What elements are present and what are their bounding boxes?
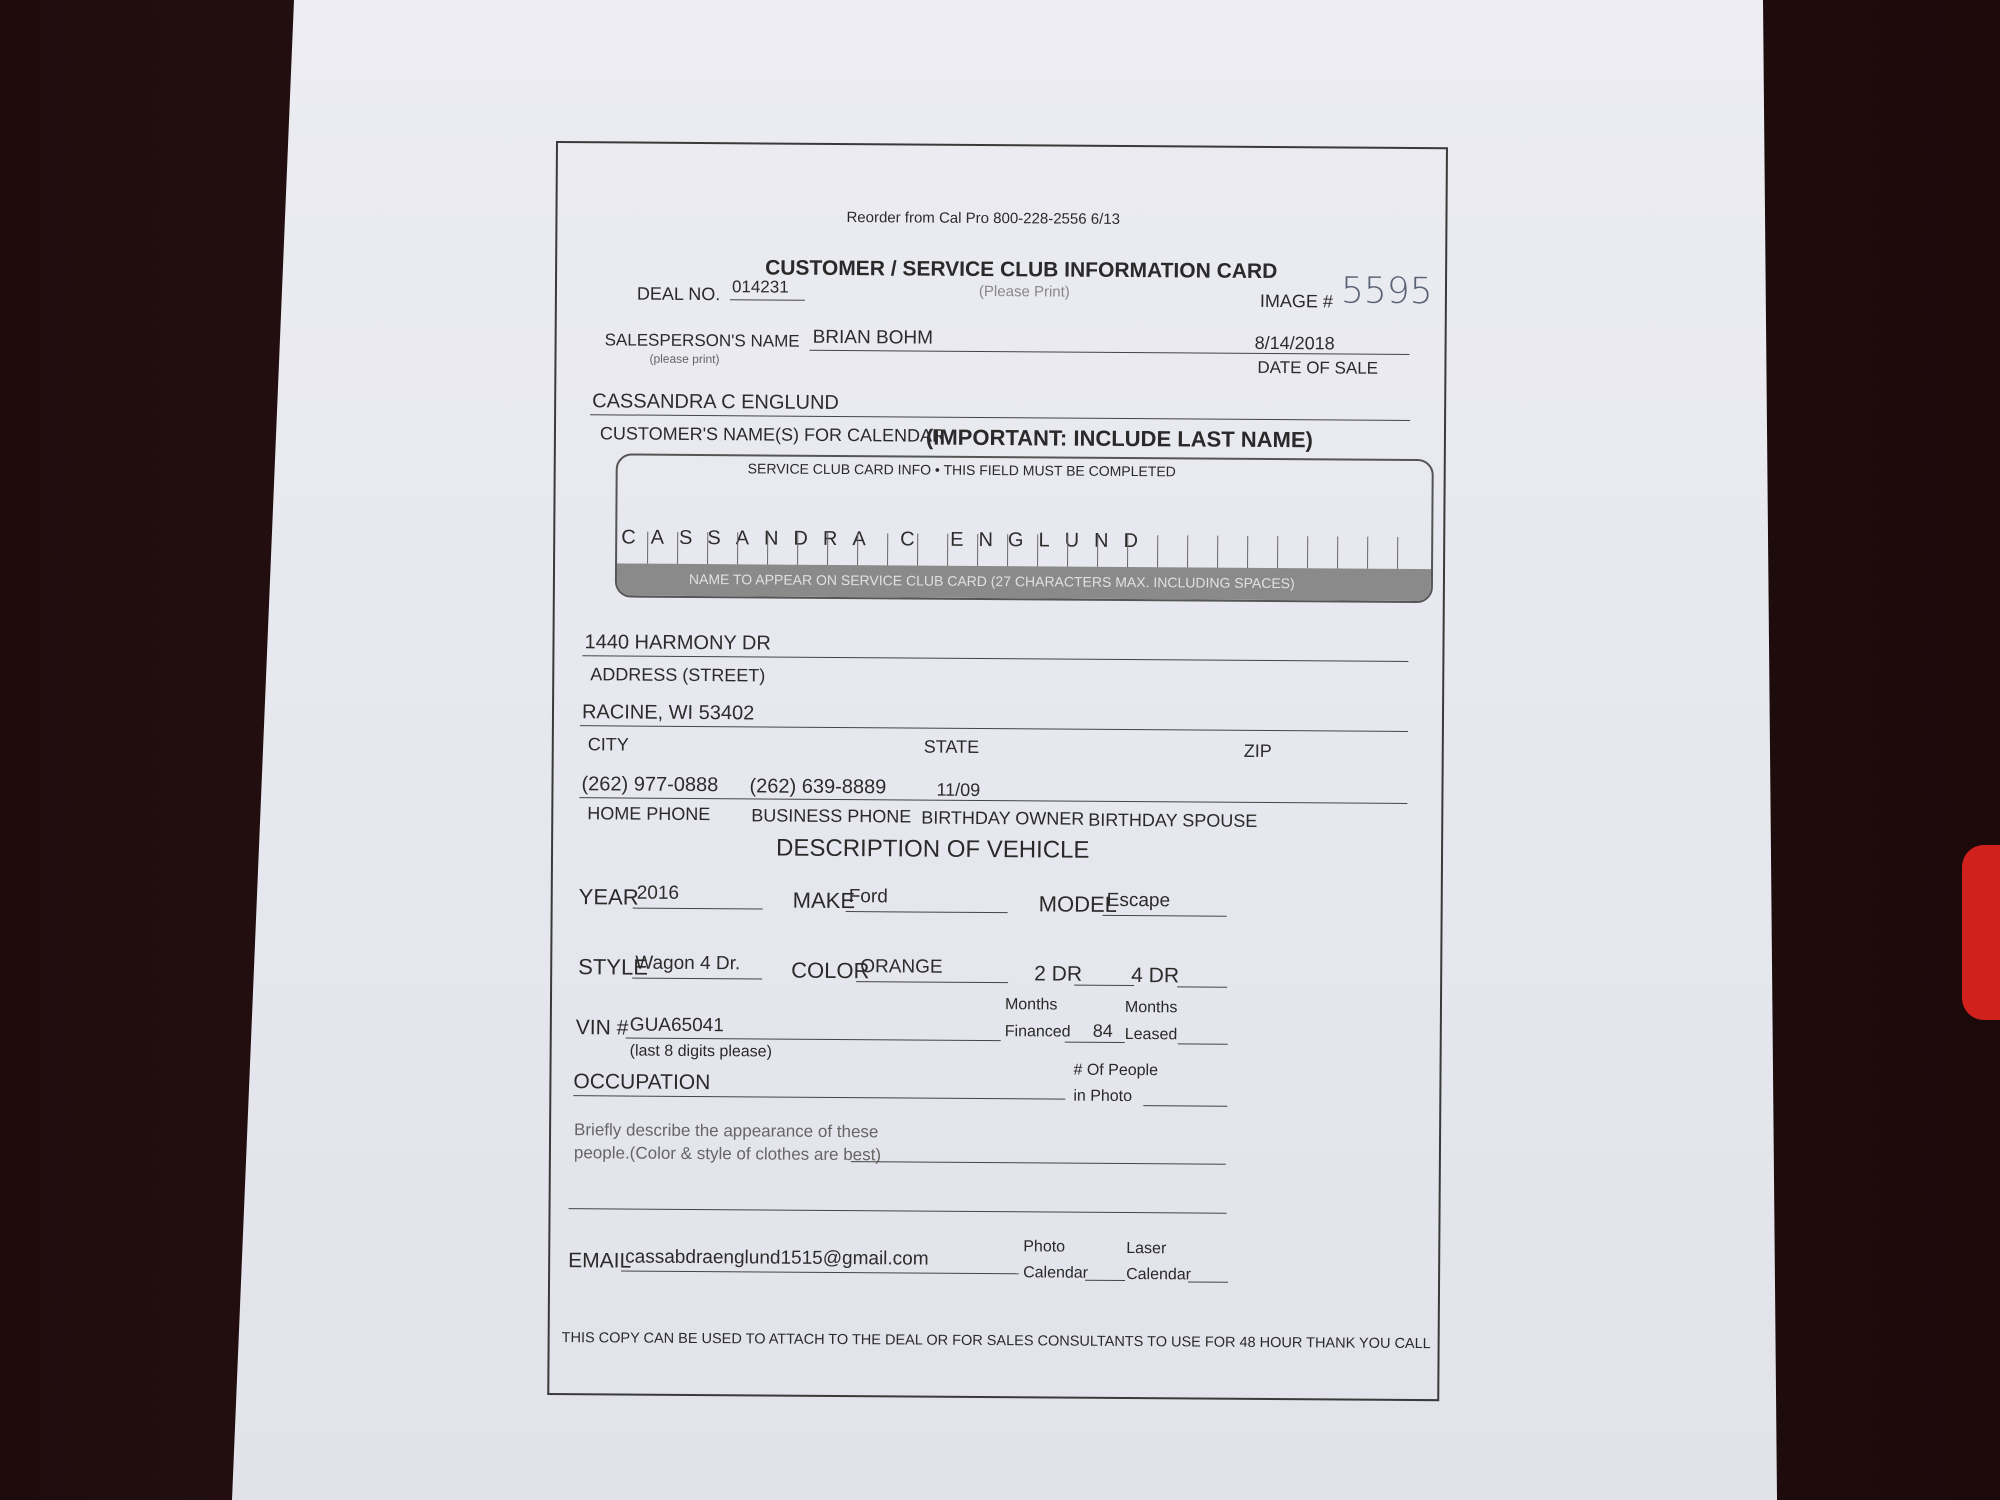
address-value: 1440 HARMONY DR bbox=[584, 631, 771, 655]
email-label: EMAIL bbox=[568, 1249, 632, 1273]
city-value: RACINE, WI 53402 bbox=[581, 701, 755, 725]
footer-note: THIS COPY CAN BE USED TO ATTACH TO THE DEAL OR FOR SALES CONSULTANTS TO USE FOR 48 HOUR THANK YOU CALL bbox=[561, 1330, 1431, 1353]
occupation-label: OCCUPATION bbox=[573, 1070, 711, 1095]
months-leased-label-2: Leased bbox=[1124, 1025, 1178, 1044]
make-label: MAKE bbox=[792, 887, 856, 914]
date-of-sale-value: 8/14/2018 bbox=[1254, 332, 1335, 354]
service-card-name: CASSANDRA C ENGLUND bbox=[621, 526, 1154, 553]
zip-label: ZIP bbox=[1243, 740, 1272, 762]
business-phone-value: (262) 639-8889 bbox=[749, 775, 887, 799]
birthday-owner-value: 11/09 bbox=[936, 779, 981, 800]
laser-calendar-label-2: Calendar bbox=[1126, 1266, 1192, 1284]
city-label: CITY bbox=[587, 734, 629, 755]
important-note: (IMPORTANT: INCLUDE LAST NAME) bbox=[925, 424, 1314, 453]
months-financed-label-1: Months bbox=[1004, 996, 1058, 1014]
home-phone-label: HOME PHONE bbox=[587, 803, 711, 825]
date-of-sale-label: DATE OF SALE bbox=[1257, 357, 1379, 378]
state-label: STATE bbox=[923, 736, 980, 757]
reorder-text: Reorder from Cal Pro 800-228-2556 6/13 bbox=[846, 209, 1121, 228]
customer-name-value: CASSANDRA C ENGLUND bbox=[592, 390, 839, 414]
year-value: 2016 bbox=[636, 882, 680, 904]
email-value: cassabdraenglund1515@gmail.com bbox=[625, 1246, 929, 1270]
describe-line-2: people.(Color & style of clothes are best) bbox=[573, 1143, 882, 1165]
photo-calendar-label-1: Photo bbox=[1023, 1238, 1066, 1256]
image-no-value: 5595 bbox=[1340, 270, 1433, 313]
vin-label: VIN # bbox=[575, 1016, 629, 1040]
describe-line-1: Briefly describe the appearance of these bbox=[574, 1120, 879, 1142]
service-card-footer-bar bbox=[617, 563, 1431, 601]
customer-name-label: CUSTOMER'S NAME(S) FOR CALENDAR bbox=[599, 423, 946, 446]
birthday-owner-label: BIRTHDAY OWNER bbox=[921, 807, 1085, 829]
image-no-label: IMAGE # bbox=[1259, 290, 1333, 312]
deal-no-value: 014231 bbox=[731, 277, 789, 297]
vin-value: GUA65041 bbox=[629, 1014, 724, 1037]
service-card-box bbox=[615, 453, 1434, 603]
salesperson-value: BRIAN BOHM bbox=[812, 326, 934, 349]
photo-calendar-label-2: Calendar bbox=[1023, 1264, 1089, 1282]
model-value: Escape bbox=[1106, 889, 1171, 912]
months-financed-label-2: Financed bbox=[1004, 1023, 1071, 1041]
deal-no-label: DEAL NO. bbox=[636, 283, 721, 305]
four-door-label: 4 DR bbox=[1131, 964, 1180, 988]
make-value: Ford bbox=[848, 886, 888, 908]
people-in-photo-label-2: in Photo bbox=[1073, 1087, 1133, 1106]
information-card bbox=[547, 141, 1476, 1401]
salesperson-label: SALESPERSON'S NAME bbox=[604, 330, 800, 351]
salesperson-sublabel: (please print) bbox=[649, 351, 720, 367]
model-label: MODEL bbox=[1038, 891, 1118, 917]
people-in-photo-label-1: # Of People bbox=[1073, 1061, 1159, 1080]
vehicle-heading: DESCRIPTION OF VEHICLE bbox=[775, 834, 1090, 864]
service-card-header: SERVICE CLUB CARD INFO • THIS FIELD MUST BE COMPLETED bbox=[747, 460, 1176, 480]
months-financed-value: 84 bbox=[1092, 1020, 1113, 1041]
address-label: ADDRESS (STREET) bbox=[590, 664, 766, 686]
home-phone-value: (262) 977-0888 bbox=[581, 773, 719, 797]
color-value: ORANGE bbox=[860, 956, 943, 978]
laser-calendar-label-1: Laser bbox=[1126, 1240, 1167, 1258]
vin-note: (last 8 digits please) bbox=[629, 1042, 773, 1061]
birthday-spouse-label: BIRTHDAY SPOUSE bbox=[1088, 809, 1258, 831]
please-print-note: (Please Print) bbox=[978, 282, 1070, 301]
red-object bbox=[1962, 845, 2000, 1020]
two-door-label: 2 DR bbox=[1034, 962, 1083, 986]
year-label: YEAR bbox=[578, 884, 639, 910]
service-card-footer: NAME TO APPEAR ON SERVICE CLUB CARD (27 CHARACTERS MAX. INCLUDING SPACES) bbox=[688, 570, 1295, 592]
style-label: STYLE bbox=[578, 954, 649, 980]
months-leased-label-1: Months bbox=[1124, 998, 1178, 1017]
style-value: Wagon 4 Dr. bbox=[635, 952, 741, 975]
color-label: COLOR bbox=[791, 957, 870, 984]
card-title: CUSTOMER / SERVICE CLUB INFORMATION CARD bbox=[765, 256, 1278, 284]
business-phone-label: BUSINESS PHONE bbox=[751, 805, 912, 827]
